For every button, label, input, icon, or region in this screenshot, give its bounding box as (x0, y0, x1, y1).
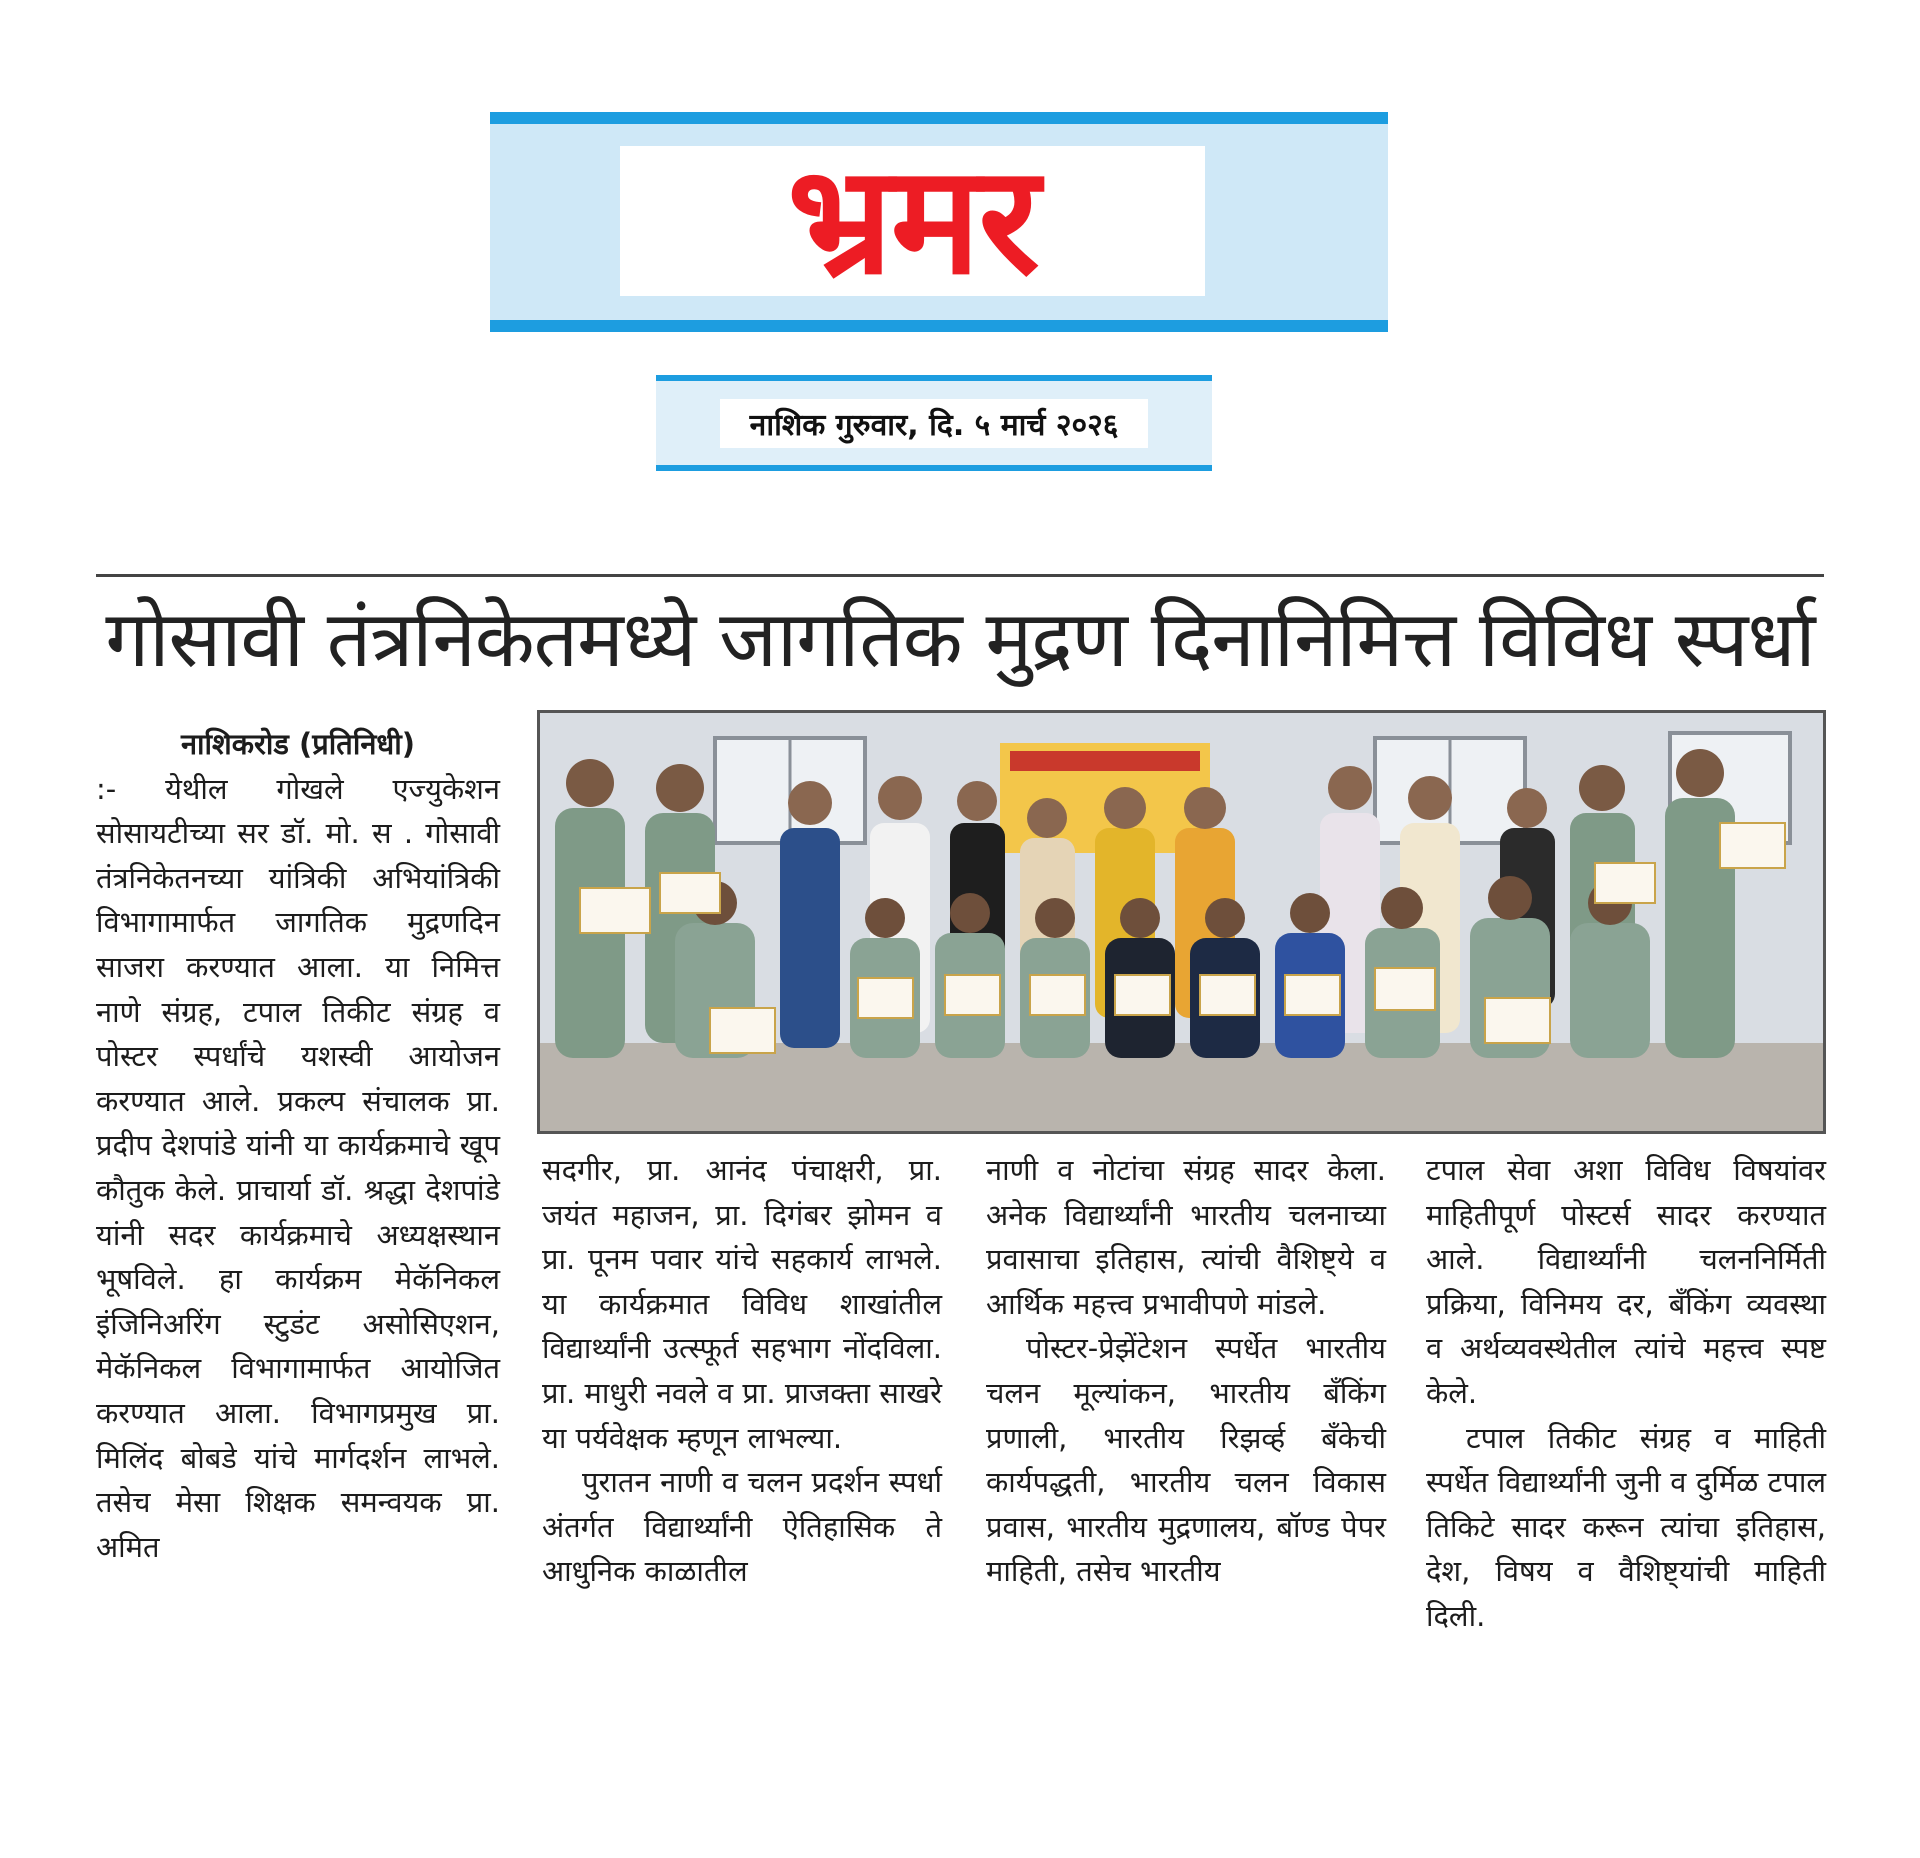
article-paragraph: टपाल सेवा अशा विविध विषयांवर माहितीपूर्ण पोस्टर्स सादर करण्यात आले. विद्यार्थ्यांनी चलननिर्मिती प्रक्रिया, विनिमय दर, बँकिंग व्यवस्था व अर्थव्यवस्थेतील त्यांचे महत्त्व स्पष्ट केले. (1426, 1153, 1826, 1410)
article-paragraph: पुरातन नाणी व चलन प्रदर्शन स्पर्धा अंतर्गत विद्यार्थ्यांनी ऐतिहासिक ते आधुनिक काळातील (542, 1465, 942, 1589)
article-byline: नाशिकरोड (प्रतिनिधी) (180, 727, 416, 761)
group-photo (537, 710, 1826, 1134)
article-column-3 (986, 1148, 1386, 1594)
article-paragraph: टपाल तिकीट संग्रह व माहिती स्पर्धेत विद्यार्थ्यांनी जुनी व दुर्मिळ टपाल तिकिटे सादर करून त्यांचा इतिहास, देश, विषय व वैशिष्ट्यांची माहिती दिली. (1426, 1420, 1826, 1633)
dateline (656, 375, 1212, 471)
article-headline: गोसावी तंत्रनिकेतमध्ये जागतिक मुद्रण दिनानिमित्त विविध स्पर्धा (105, 595, 1815, 685)
article-column-1 (96, 722, 500, 1569)
article-column-2 (542, 1148, 942, 1594)
article-paragraph: :- येथील गोखले एज्युकेशन सोसायटीच्या सर डॉ. मो. स . गोसावी तंत्रनिकेतनच्या यांत्रिकी अभियांत्रिकी विभागामार्फत जागतिक मुद्रणदिन साजरा करण्यात आला. या निमित्त नाणे संग्रह, टपाल तिकीट संग्रह व पोस्टर स्पर्धांचे यशस्वी आयोजन करण्यात आले. प्रकल्प संचालक प्रा. प्रदीप देशपांडे यांनी या कार्यक्रमाचे खूप कौतुक केले. प्राचार्या डॉ. श्रद्धा देशपांडे यांनी सदर कार्यक्रमाचे अध्यक्षस्थान भूषविले. हा कार्यक्रम मेकॅनिकल इंजिनिअरिंग स्टुडंट असोसिएशन, मेकॅनिकल विभागामार्फत आयोजित करण्यात आला. विभागप्रमुख प्रा. मिलिंद बोबडे यांचे मार्गदर्शन लाभले. तसेच मेसा शिक्षक समन्वयक प्रा. अमित (96, 771, 500, 1564)
article-column-4 (1426, 1148, 1826, 1639)
masthead-logo-box (620, 134, 1205, 308)
headline-rule (96, 574, 1824, 577)
article-paragraph: सदगीर, प्रा. आनंद पंचाक्षरी, प्रा. जयंत महाजन, प्रा. दिगंबर झोमन व प्रा. पूनम पवार यांचे सहकार्य लाभले. या कार्यक्रमात विविध शाखांतील विद्यार्थ्यांनी उत्स्फूर्त सहभाग नोंदविला. प्रा. माधुरी नवले व प्रा. प्राजक्ता साखरे या पर्यवेक्षक म्हणून लाभल्या. (542, 1153, 942, 1455)
newspaper-logo: भ्रमर (787, 134, 1038, 308)
article-paragraph: नाणी व नोटांचा संग्रह सादर केला. अनेक विद्यार्थ्यांनी भारतीय चलनाच्या प्रवासाचा इतिहास, त्यांची वैशिष्ट्ये व आर्थिक महत्त्व प्रभावीपणे मांडले. (986, 1153, 1386, 1321)
group-photo-illustration (540, 713, 1823, 1131)
masthead (490, 112, 1388, 332)
dateline-text: नाशिक गुरुवार, दि. ५ मार्च २०२६ (720, 399, 1149, 448)
article-paragraph: पोस्टर-प्रेझेंटेशन स्पर्धेत भारतीय चलन मूल्यांकन, भारतीय बँकिंग प्रणाली, भारतीय रिझर्व्ह बँकेची कार्यपद्धती, भारतीय चलन विकास प्रवास, भारतीय मुद्रणालय, बॉण्ड पेपर माहिती, तसेच भारतीय (986, 1331, 1386, 1589)
